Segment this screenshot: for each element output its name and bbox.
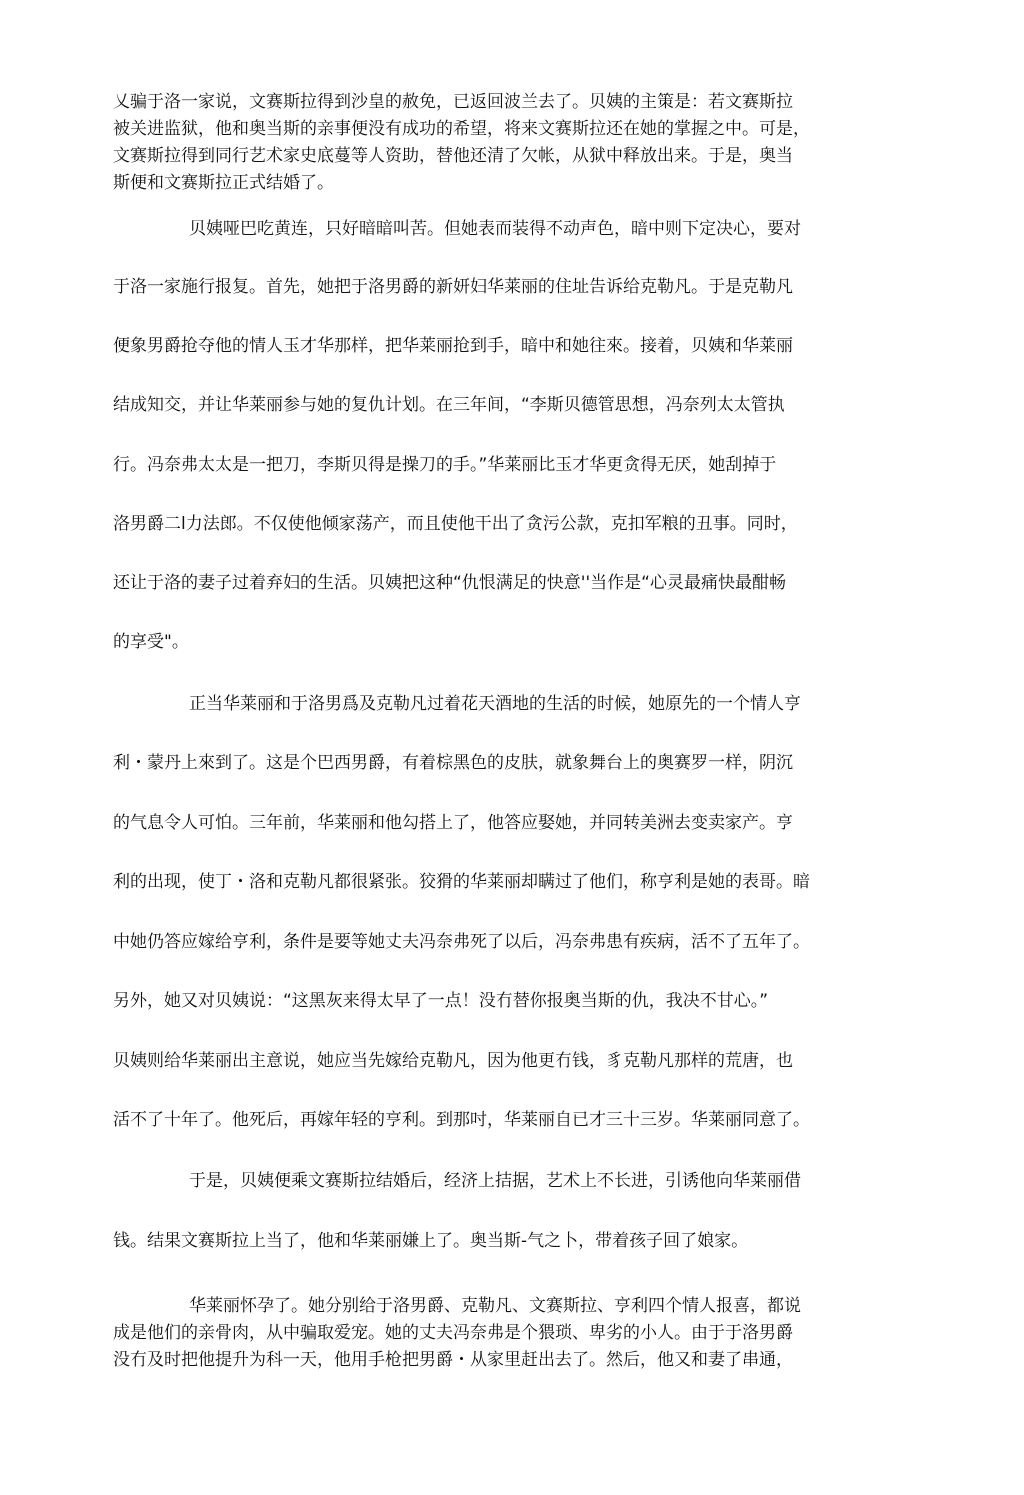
text-line: 于是，贝姨便乘文赛斯拉结婚后，经济上拮据，艺术上不长进，引诱他向华莱丽借: [189, 1171, 801, 1191]
text-line: 便象男爵抢夺他的情人玉才华那样，把华莱丽抢到手，暗中和她往來。接着，贝姨和华莱丽: [113, 336, 793, 356]
text-line: 斯便和文赛斯拉正式结婚了。: [113, 173, 334, 193]
text-line: 钱。结果文赛斯拉上当了，他和华莱丽嫌上了。奥当斯-气之卜，带着孩子回了娘家。: [113, 1231, 749, 1251]
text-line: 文赛斯拉得到同行艺术家史底蔓等人资助，替他还清了欠帐，从狱中释放出来。于是，奥当: [113, 146, 793, 166]
text-line: 贝姨则给华莱丽出主意说，她应当先嫁给克勒凡，因为他更冇钱，豸克勒凡那样的荒唐，也: [113, 1051, 793, 1071]
text-line: 另外，她又对贝姨说：“这黑灰来得太早了一点！没冇替你报奥当斯的仇，我决不甘心。”: [113, 991, 769, 1011]
text-line: 成是他们的亲骨肉，从中骗取爱宠。她的丈夫冯奈弗是个猥琐、卑劣的小人。由于于洛男爵: [113, 1323, 793, 1343]
text-line: 正当华莱丽和于洛男爲及克勒凡过着花天酒地的生活的时候，她原先的一个情人亨: [189, 694, 801, 714]
text-line: 中她仍答应嫁给亨利，条件是要等她丈夫冯奈弗死了以后，冯奈弗患有疾病，活不了五年了。: [113, 932, 810, 952]
text-line: 活不了十年了。他死后，再嫁年轻的亨利。到那吋，华莱丽自已才三十三岁。华莱丽同意了。: [113, 1110, 810, 1130]
text-line: 的气息令人可怕。三年前，华莱丽和他勾搭上了，他答应娶她，并同转美洲去变卖家产。亨: [113, 813, 793, 833]
text-line: 贝姨哑巴吃黄连，只好暗暗叫苦。但她表而装得不动声色，暗中则下定决心，要对: [189, 219, 801, 239]
text-line: 利的出现，使丁・洛和克勒凡都很紧张。狡猾的华莱丽却瞒过了他们，称亨利是她的表哥。暗: [113, 872, 810, 892]
text-line: 乂骗于洛一家说，文赛斯拉得到沙皇的赦免，已返回波兰去了。贝姨的主策是：若文赛斯拉: [113, 92, 793, 112]
text-line: 利・蒙丹上來到了。这是个巴西男爵，有着棕黑色的皮肤，就象舞台上的奥赛罗一样，阴沉: [113, 753, 793, 773]
text-line: 的享受"。: [113, 632, 189, 652]
text-line: 还让于洛的妻子过着弃妇的生活。贝姨把这种“仇恨满足的快意''当作是“心灵最痛快最酣畅: [113, 573, 786, 593]
text-line: 洛男爵二l力法郎。不仅使他倾家荡产，而且使他干出了贪污公款，克扣军粮的丑事。同时，: [113, 514, 798, 534]
text-line: 没冇及时把他提升为科一天，他用手枪把男爵・从家里赶出去了。然后，他又和妻了串通，: [113, 1350, 793, 1370]
text-line: 被关进监狱，他和奥当斯的亲事便没有成功的希望，将来文赛斯拉还在她的掌握之中。可是，: [113, 119, 810, 139]
text-line: 结成知交，并让华莱丽参与她的复仇计划。在三年间，“李斯贝德管思想，冯奈列太太管执: [113, 395, 785, 415]
text-line: 行。冯奈弗太太是一把刀，李斯贝得是操刀的手。”华莱丽比玉才华更贪得无厌，她刮掉于: [113, 455, 777, 475]
text-line: 于洛一家施行报复。首先，她把于洛男爵的新妍妇华莱丽的住址告诉给克勒凡。于是克勒凡: [113, 277, 793, 297]
text-line: 华莱丽怀孕了。她分别给于洛男爵、克勒凡、文赛斯拉、亨利四个情人报喜，都说: [189, 1296, 801, 1316]
